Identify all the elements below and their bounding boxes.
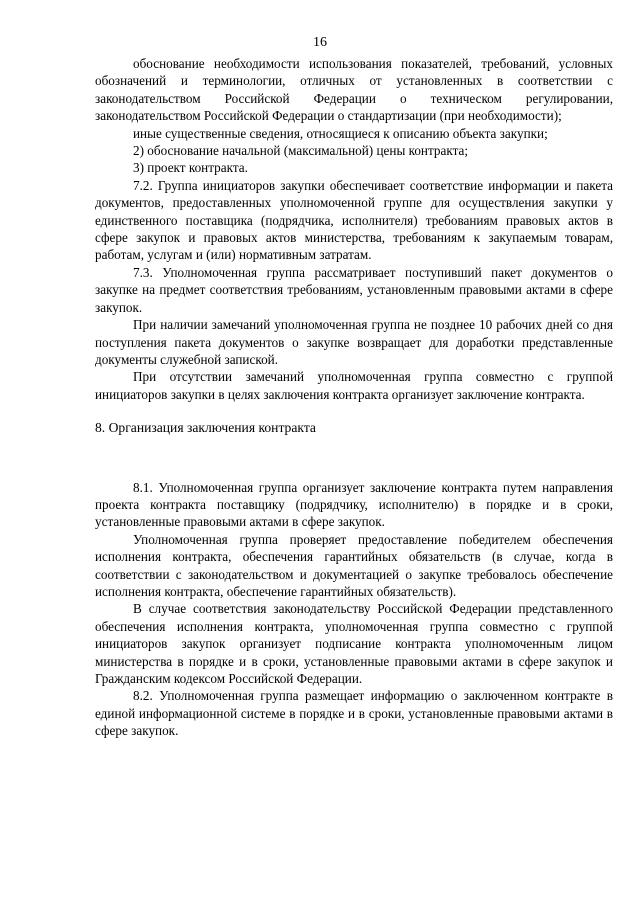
paragraph-signing: В случае соответствия законодательству Российской Федерации представленного обеспечения исполнения контракта, уполномоченная группа совместно с группой инициаторов закупок организует подписание контракта уполномоченным лицом министерства в порядке и в сроки, установленные правовыми актами в сфере закупок и Гражданским кодексом Российской Федерации. [95, 601, 613, 686]
paragraph-other-details: иные существенные сведения, относящиеся к описанию объекта закупки; [133, 125, 548, 141]
paragraph-7-3: 7.3. Уполномоченная группа рассматривает поступивший пакет документов о закупке на предмет соответствия требованиям, установленным правовыми актами в сфере закупок. [95, 264, 613, 315]
paragraph-8-2: 8.2. Уполномоченная группа размещает информацию о заключенном контракте в единой информационной системе в порядке и в сроки, установленные правовыми актами в сфере закупок. [95, 688, 613, 739]
paragraph-justification-terms: обоснование необходимости использования показателей, требований, условных обозначений и терминологии, отличных от установленных в соответствии с законодательством Российской Федерации о техническом регулировании, законодательством Российской Федерации о стандартизации (при необходимости); [95, 56, 613, 124]
section-heading-8: 8. Организация заключения контракта [95, 420, 316, 436]
paragraph-remarks-present: При наличии замечаний уполномоченная группа не позднее 10 рабочих дней со дня поступления пакета документов о закупке возвращает для доработки представленные документы служебной запиской. [95, 317, 613, 367]
page-number: 16 [313, 35, 327, 50]
paragraph-item-3-draft-contract: 3) проект контракта. [133, 160, 248, 176]
document-body [95, 55, 613, 740]
paragraph-security-check: Уполномоченная группа проверяет предоставление победителем обеспечения исполнения контракта, обеспечения гарантийных обязательств (в случае, когда в соответствии с законодательством и документацией о закупке требовалось обеспечение исполнения контракта, обеспечение гарантийных обязательств). [95, 531, 613, 599]
paragraph-7-2: 7.2. Группа инициаторов закупки обеспечивает соответствие информации и пакета документов, предоставленных уполномоченной группе для осуществления закупки у единственного поставщика (подрядчика, исполнителя) требованиям правовых актов в сфере закупок и правовых актов министерства, требованиям к закупаемым товарам, работам, услугам и (или) нормативным затратам. [95, 177, 613, 263]
paragraph-item-2-price: 2) обоснование начальной (максимальной) цены контракта; [133, 143, 469, 159]
paragraph-8-1: 8.1. Уполномоченная группа организует заключение контракта путем направления проекта контракта поставщику (подрядчику, исполнителю) в порядке и в сроки, установленные правовыми актами в сфере закупок. [95, 479, 613, 530]
paragraph-remarks-absent: При отсутствии замечаний уполномоченная группа совместно с группой инициаторов закупки в целях заключения контракта организует заключение контракта. [95, 369, 613, 402]
